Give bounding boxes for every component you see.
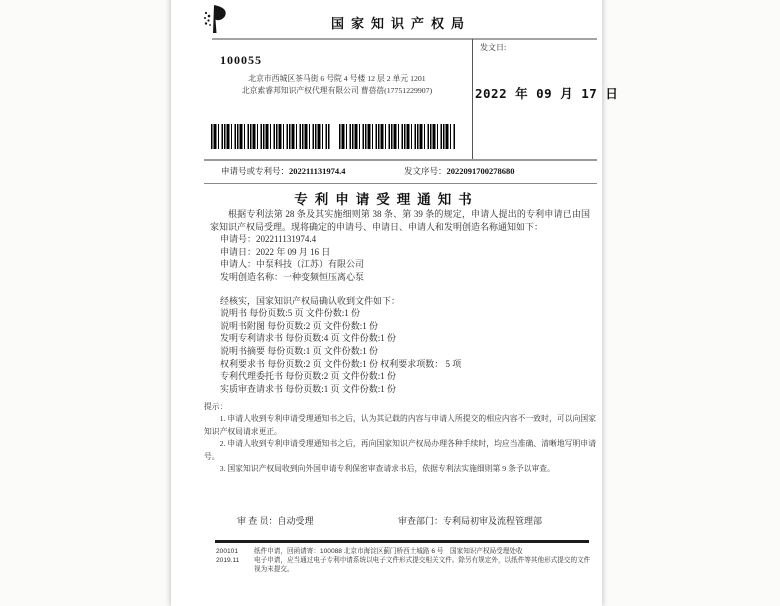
issue-date-stamp: 2022 年 09 月 17 日 [475,86,619,101]
document-page [171,0,619,606]
document-item: 专利代理委托书 每份页数:2 页 文件份数:1 份 [220,371,397,382]
document-item: 发明专利请求书 每份页数:4 页 文件份数:1 份 [220,333,397,344]
received-documents-intro: 经核实，国家知识产权局确认收到文件如下： [220,295,401,306]
field-applicant: 申请人：中泵科技（江苏）有限公司 [220,259,365,270]
notice-body [210,208,590,395]
application-number-value: 202211131974.4 [289,166,346,176]
title-divider-line [204,183,597,184]
form-code-number: 200101 [216,548,239,555]
application-number-row [221,165,345,177]
footer [216,547,596,575]
address-line-2: 北京索睿邦知识产权代理有限公司 曹蓓蓓(17751229907) [241,85,433,95]
notice-title: 专利申请受理通知书 [294,192,479,207]
application-fields [220,233,590,283]
field-application-date: 申请日：2022 年 09 月 16 日 [220,246,331,257]
cnipa-logo-icon [202,4,229,34]
document-item: 权利要求书 每份页数:2 页 文件份数:1 份 权利要求项数： 5 项 [220,358,462,369]
tip-item-2: 2. 申请人收到专利申请受理通知书之后，再向国家知识产权局办理各种手续时，均应当准确、清晰地写明申请号。 [204,439,596,461]
issue-date-label: 发文日: [480,43,507,52]
postal-code: 100055 [220,53,262,67]
field-invention-title: 发明创造名称：一种变频恒压离心泵 [220,271,365,282]
footer-paper-instruction: 纸件申请，回函请寄：100088 北京市海淀区蓟门桥西土城路 6 号 国家知识产权局受理处收 [254,548,523,555]
form-code [216,547,254,575]
address-line-1: 北京市西城区茶马街 6 号院 4 号楼 12 层 2 单元 1201 [248,74,426,83]
footer-divider-line [215,540,589,543]
document-item: 说明书摘要 每份页数:1 页 文件份数:1 份 [220,345,379,356]
serial-number-label: 发文序号： [404,166,447,176]
document-item: 实质审查请求书 每份页数:1 页 文件份数:1 份 [220,383,397,394]
tip-item-1: 1. 申请人收到专利申请受理通知书之后，认为其记载的内容与申请人所提交的相应内容不一致时，可以向国家知识产权局请求更正。 [204,414,596,436]
document-item: 说明书 每份页数:5 页 文件份数:1 份 [220,308,361,319]
examiner-label: 审 查 员： [237,516,278,526]
agency-title: 国家知识产权局 [330,16,471,31]
recipient-address [209,73,465,96]
tip-item-3: 3. 国家知识产权局收到向外国申请专利保密审查请求书后，依据专利法实施细则第 9 条予以审查。 [219,464,555,474]
serial-number-value: 2022091700278680 [446,166,515,176]
form-code-date: 2019.11 [216,557,240,565]
tips-section [204,401,596,475]
examiner-value: 自动受理 [277,516,314,526]
received-documents-list [220,307,590,395]
department-row [398,514,542,527]
department-label: 审查部门： [398,516,444,526]
header-divider-line [212,38,597,40]
tips-label: 提示： [204,402,228,411]
notice-intro-paragraph: 根据专利法第 28 条及其实施细则第 38 条、第 39 条的规定，申请人提出的专利申请已由国家知识产权局受理。现将确定的申请号、申请日、申请人和发明创造名称通知如下： [210,209,590,232]
field-application-number: 申请号：202211131974.4 [220,234,317,245]
department-value: 专利局初审及流程管理部 [443,516,543,526]
document-item: 说明书附图 每份页数:2 页 文件份数:1 份 [220,320,379,331]
barcode-serial-number [339,124,455,149]
application-number-label: 申请号或专利号： [221,166,290,176]
barcode-divider-line [204,159,597,161]
examiner-row [237,514,314,527]
header-vertical-divider [472,39,473,159]
serial-number-row [404,165,515,177]
barcode-application-number [211,124,330,149]
footer-electronic-instruction: 电子申请，应当通过电子专利申请系统以电子文件形式提交相关文件。除另有规定外，以纸件等其他形式提交的文件视为未提交。 [254,557,591,574]
footer-instructions [254,547,594,575]
